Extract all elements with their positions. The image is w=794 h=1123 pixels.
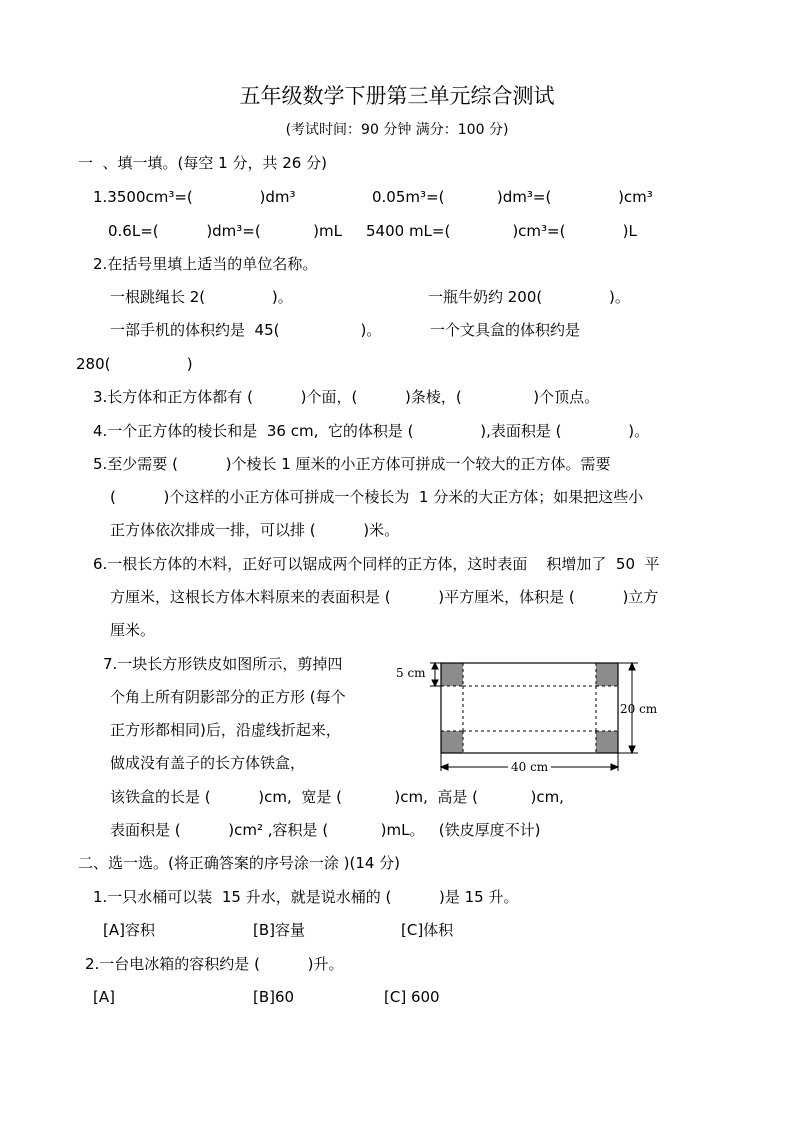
q2-item-d: 一个文具盒的体积约是 xyxy=(430,321,581,339)
section2-heading: 二、选一选。(将正确答案的序号涂一涂 )(14 分) xyxy=(78,854,401,872)
q7-line2: 个角上所有阴影部分的正方形 (每个 xyxy=(110,688,346,706)
side-dimension xyxy=(430,663,441,686)
q1-line2-b: 5400 mL=( )cm³=( )L xyxy=(366,222,637,240)
sheet-diagram-svg xyxy=(394,655,674,780)
corner-square-top-left xyxy=(441,663,463,686)
q7-line4: 做成没有盖子的长方体铁盒， xyxy=(110,754,306,772)
q1-line1-a: 1.3500cm³=( )dm³ xyxy=(93,188,296,206)
s2-q1-option-a[interactable]: [A]容积 xyxy=(103,921,155,939)
q5-line2: ( )个这样的小正方体可拼成一个棱长为 1 分米的大正方体；如果把这些小 xyxy=(110,488,644,506)
q2-text: 2.在括号里填上适当的单位名称。 xyxy=(93,255,318,273)
q5-line3: 正方体依次排成一排，可以排 ( )米。 xyxy=(110,521,400,539)
page-title: 五年级数学下册第三单元综合测试 xyxy=(239,84,555,108)
q7-line6: 表面积是 ( )cm² ,容积是 ( )mL。 (铁皮厚度不计) xyxy=(110,821,541,839)
corner-square-bottom-left xyxy=(441,731,463,753)
width-dimension-label: 40 cm xyxy=(511,760,549,774)
fold-lines xyxy=(441,663,618,753)
q3-text: 3.长方体和正方体都有 ( )个面，( )条棱，( )个顶点。 xyxy=(93,388,600,406)
s2-q2-text: 2.一台电冰箱的容积约是 ( )升。 xyxy=(85,955,344,973)
sheet-diagram xyxy=(394,655,674,784)
side-dimension-label: 5 cm xyxy=(396,666,426,680)
s2-q2-option-a[interactable]: [A] xyxy=(93,988,115,1006)
q2-item-a: 一根跳绳长 2( )。 xyxy=(110,288,293,306)
exam-info: (考试时间：90 分钟 满分：100 分) xyxy=(285,122,509,138)
q4-text: 4.一个正方体的棱长和是 36 cm, 它的体积是 ( ),表面积是 ( )。 xyxy=(93,422,650,440)
q5-line1: 5.至少需要 ( )个棱长 1 厘米的小正方体可拼成一个较大的正方体。需要 xyxy=(93,455,611,473)
q6-line3: 厘米。 xyxy=(110,621,156,639)
s2-q2-option-c[interactable]: [C] 600 xyxy=(384,988,440,1006)
corner-square-bottom-right xyxy=(596,731,618,753)
s2-q2-option-b[interactable]: [B]60 xyxy=(253,988,295,1006)
q7-line3: 正方形都相同)后，沿虚线折起来， xyxy=(110,721,341,739)
section1-heading: 一 、填一填。(每空 1 分，共 26 分) xyxy=(78,154,327,172)
q2-item-b: 一瓶牛奶约 200( )。 xyxy=(428,288,630,306)
height-dimension-label: 20 cm xyxy=(620,702,658,716)
q2-item-d-continued: 280( ) xyxy=(76,355,193,373)
s2-q1-option-b[interactable]: [B]容量 xyxy=(253,921,305,939)
q6-line2: 方厘米，这根长方体木料原来的表面积是 ( )平方厘米，体积是 ( )立方 xyxy=(110,588,659,606)
q1-line2-a: 0.6L=( )dm³=( )mL xyxy=(108,222,343,240)
q1-line1-b: 0.05m³=( )dm³=( )cm³ xyxy=(372,188,653,206)
q6-line1: 6.一根长方体的木料，正好可以锯成两个同样的正方体，这时表面 积增加了 50 平 xyxy=(93,555,660,573)
q7-line1: 7.一块长方形铁皮如图所示，剪掉四 xyxy=(103,655,343,673)
q2-item-c: 一部手机的体积约是 45( )。 xyxy=(110,321,382,339)
sheet-outline xyxy=(441,663,618,753)
corner-square-top-right xyxy=(596,663,618,686)
s2-q1-text: 1.一只水桶可以装 15 升水，就是说水桶的 ( )是 15 升。 xyxy=(93,888,519,906)
s2-q1-option-c[interactable]: [C]体积 xyxy=(401,921,454,939)
q7-line5: 该铁盒的长是 ( )cm, 宽是 ( )cm, 高是 ( )cm, xyxy=(110,788,564,806)
